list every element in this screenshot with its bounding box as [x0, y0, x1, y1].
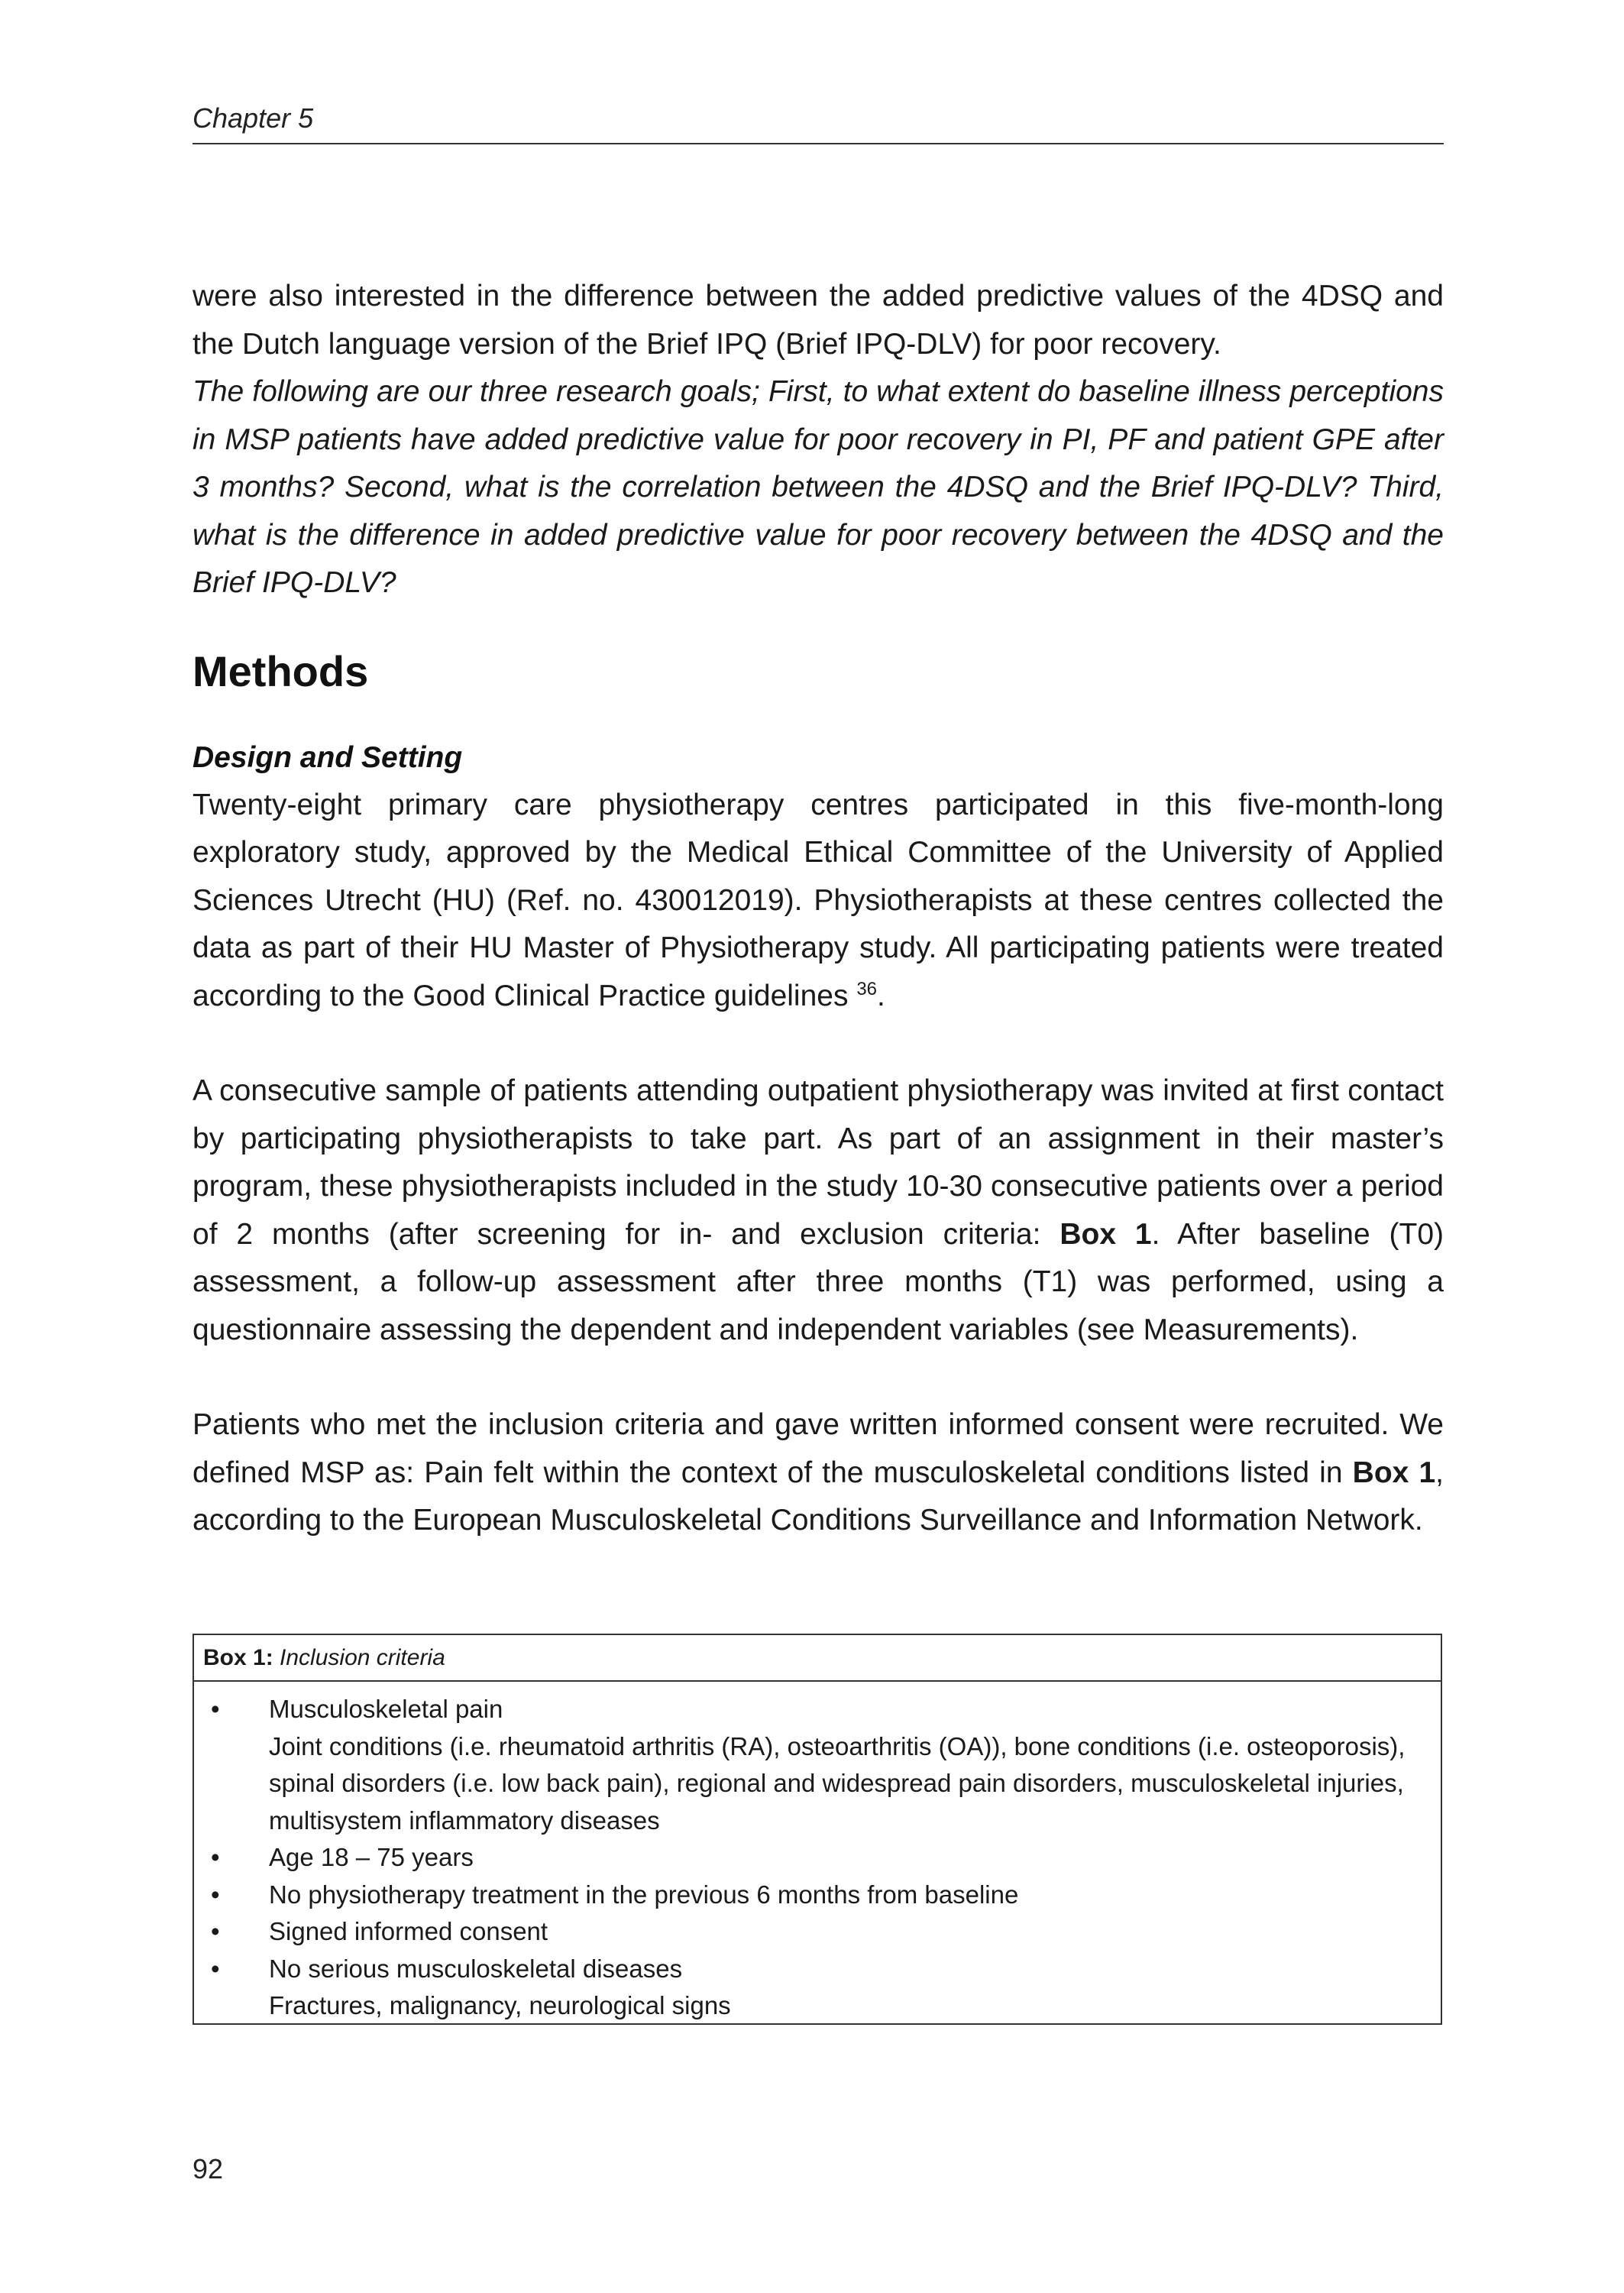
page-content — [192, 273, 1444, 1545]
paragraph-gap — [192, 1354, 1444, 1401]
methods-heading: Methods — [192, 646, 369, 695]
research-goals-paragraph: The following are our three research goals; First, to what extent do baseline illness perceptions in MSP patients have added predictive value for poor recovery in PI, PF and patient GPE after 3 months? Second, what is the correlation between the 4DSQ and the Brief IPQ-DLV? Third, what is the difference in added predictive value for poor recovery between the 4DSQ and the Brief IPQ-DLV? — [192, 375, 1444, 599]
criteria-item-detail: Fractures, malignancy, neurological signs — [269, 1991, 731, 2019]
msp-paragraph — [192, 1401, 1444, 1545]
design-paragraph — [192, 782, 1444, 1021]
criteria-item-text: Age 18 – 75 years — [269, 1843, 474, 1871]
criteria-item-text: No serious musculoskeletal diseases — [269, 1954, 683, 1983]
bullet-icon: • — [211, 1843, 220, 1871]
criteria-item-text: Musculoskeletal pain — [269, 1695, 503, 1723]
criteria-item — [194, 1951, 1441, 2025]
page-number: 92 — [192, 2153, 224, 2185]
design-paragraph-text: Twenty-eight primary care physiotherapy centres participated in this five-month-long exploratory study, approved by the Medical Ethical Committee of the University of Applied Sciences Utrecht (HU) (Ref. no. 430012019). Physiotherapists at these centres collected the data as part of their HU Master of Physiotherapy study. All participating patients were treated according to the Good Clinical Practice guidelines — [192, 788, 1444, 1012]
inclusion-criteria-box — [192, 1634, 1442, 2025]
criteria-item-text: Signed informed consent — [269, 1917, 548, 1945]
paragraph-gap — [192, 1020, 1444, 1067]
bullet-icon: • — [211, 1954, 220, 1983]
running-head: Chapter 5 — [192, 102, 314, 134]
box-title: Inclusion criteria — [280, 1645, 445, 1670]
criteria-item-text: No physiotherapy treatment in the previous 6 months from baseline — [269, 1880, 1019, 1909]
box-label: Box 1: — [203, 1645, 273, 1670]
header-rule — [192, 143, 1444, 144]
reference-superscript: 36 — [856, 978, 878, 999]
box-reference: Box 1 — [1059, 1217, 1152, 1251]
criteria-item — [194, 1877, 1441, 1914]
design-paragraph-end: . — [877, 979, 885, 1012]
box-header — [194, 1635, 1441, 1682]
design-setting-heading: Design and Setting — [192, 740, 463, 774]
bullet-icon: • — [211, 1917, 220, 1945]
bullet-icon: • — [211, 1695, 220, 1723]
criteria-item — [194, 1913, 1441, 1951]
criteria-item — [194, 1839, 1441, 1877]
criteria-item — [194, 1691, 1441, 1839]
msp-paragraph-text: Patients who met the inclusion criteria and gave written informed consent were recruited. We defined MSP as: Pain felt within the context of the musculoskeletal conditions listed in — [192, 1408, 1444, 1489]
box-reference: Box 1 — [1352, 1456, 1436, 1489]
sample-paragraph-text: A consecutive sample of patients attending outpatient physiotherapy was invited at first contact by participating physiotherapists to take part. As part of an assignment in their master’s program, these physiotherapists included in the study 10-30 consecutive patients over a period of 2 months (after screening for in- and exclusion criteria: — [192, 1074, 1444, 1251]
criteria-list — [194, 1682, 1441, 2025]
sample-paragraph — [192, 1067, 1444, 1354]
bullet-icon: • — [211, 1880, 220, 1909]
intro-paragraph: were also interested in the difference between the added predictive values of the 4DSQ and the Dutch language version of the Brief IPQ (Brief IPQ-DLV) for poor recovery. — [192, 280, 1444, 361]
criteria-item-detail: Joint conditions (i.e. rheumatoid arthritis (RA), osteoarthritis (OA)), bone conditions (i.e. osteoporosis), spinal disorders (i.e. low back pain), regional and widespread pain disorders, musculoskeletal injuries, multisystem inflammatory diseases — [269, 1731, 1406, 1835]
sample-paragraph-text-end: . After baseline (T0) assessment, a follow-up assessment after three months (T1) was performed, using a questionnaire assessing the dependent and independent variables (see Measurements). — [192, 1217, 1444, 1346]
msp-paragraph-text-end: , according to the European Musculoskeletal Conditions Surveillance and Information Network. — [192, 1456, 1444, 1537]
